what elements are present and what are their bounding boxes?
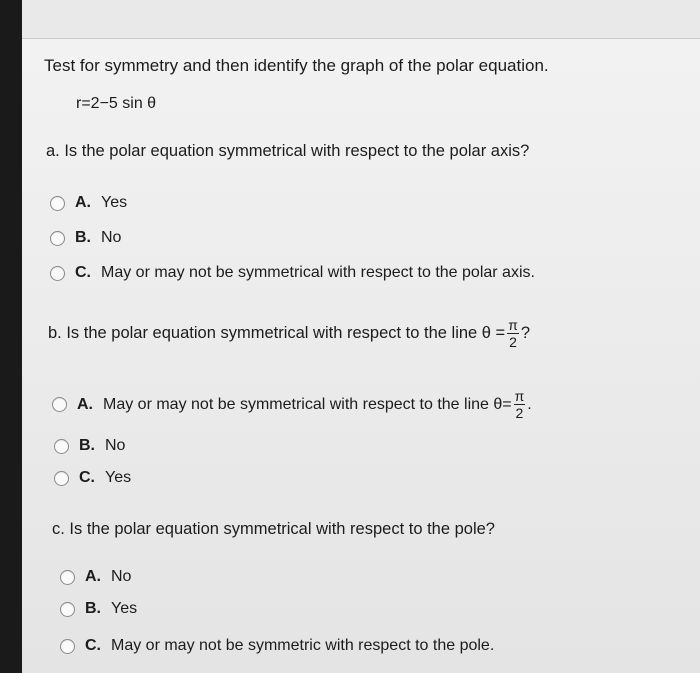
option-text: No bbox=[105, 437, 126, 454]
option-text: Yes bbox=[101, 194, 128, 211]
option-b-c[interactable] bbox=[54, 469, 131, 487]
question-b-text: b. Is the polar equation symmetrical with respect to the line θ = bbox=[48, 324, 506, 342]
option-a-c[interactable] bbox=[50, 264, 535, 282]
option-letter: C. bbox=[75, 264, 91, 281]
question-b bbox=[48, 318, 530, 349]
top-bar bbox=[22, 0, 700, 39]
option-letter: A. bbox=[85, 568, 101, 585]
fraction-denominator: 2 bbox=[509, 334, 517, 350]
radio-button[interactable] bbox=[60, 570, 75, 585]
option-a-a[interactable] bbox=[50, 194, 127, 212]
fraction-numerator: π bbox=[508, 317, 518, 333]
option-text: Yes bbox=[105, 469, 132, 486]
option-letter: C. bbox=[79, 469, 95, 486]
option-suffix: . bbox=[527, 395, 532, 413]
question-mark: ? bbox=[520, 324, 531, 342]
option-c-c[interactable] bbox=[60, 637, 494, 655]
option-letter: A. bbox=[75, 194, 91, 211]
option-letter: B. bbox=[85, 600, 101, 617]
fraction-denominator: 2 bbox=[515, 405, 524, 421]
pi-over-2-fraction bbox=[507, 318, 519, 349]
question-title: Test for symmetry and then identify the graph of the polar equation. bbox=[44, 56, 549, 75]
option-text: Yes bbox=[111, 600, 138, 617]
option-a-b[interactable] bbox=[50, 229, 121, 247]
fraction-numerator: π bbox=[514, 388, 525, 404]
option-text: May or may not be symmetric with respect to the pole. bbox=[111, 637, 495, 654]
option-letter: B. bbox=[75, 229, 91, 246]
question-a: a. Is the polar equation symmetrical with respect to the polar axis? bbox=[46, 142, 530, 160]
radio-button[interactable] bbox=[52, 397, 67, 412]
radio-button[interactable] bbox=[50, 196, 65, 211]
option-text: May or may not be symmetrical with respect to the line θ= bbox=[103, 395, 512, 413]
option-c-b[interactable] bbox=[60, 600, 137, 618]
radio-button[interactable] bbox=[54, 471, 69, 486]
polar-equation: r=2−5 sin θ bbox=[76, 95, 157, 112]
option-b-b[interactable] bbox=[54, 437, 125, 455]
option-text: May or may not be symmetrical with respect to the polar axis. bbox=[101, 264, 535, 281]
radio-button[interactable] bbox=[50, 231, 65, 246]
radio-button[interactable] bbox=[54, 439, 69, 454]
radio-button[interactable] bbox=[60, 639, 75, 654]
question-c: c. Is the polar equation symmetrical with respect to the pole? bbox=[52, 520, 495, 538]
radio-button[interactable] bbox=[50, 266, 65, 281]
option-text: No bbox=[101, 229, 122, 246]
radio-button[interactable] bbox=[60, 602, 75, 617]
question-panel bbox=[22, 0, 700, 673]
pi-over-2-fraction bbox=[514, 389, 526, 420]
option-letter: A. bbox=[77, 395, 93, 413]
option-letter: B. bbox=[79, 437, 95, 454]
option-b-a[interactable] bbox=[52, 389, 532, 420]
option-text: No bbox=[111, 568, 132, 585]
option-c-a[interactable] bbox=[60, 568, 131, 586]
option-letter: C. bbox=[85, 637, 101, 654]
